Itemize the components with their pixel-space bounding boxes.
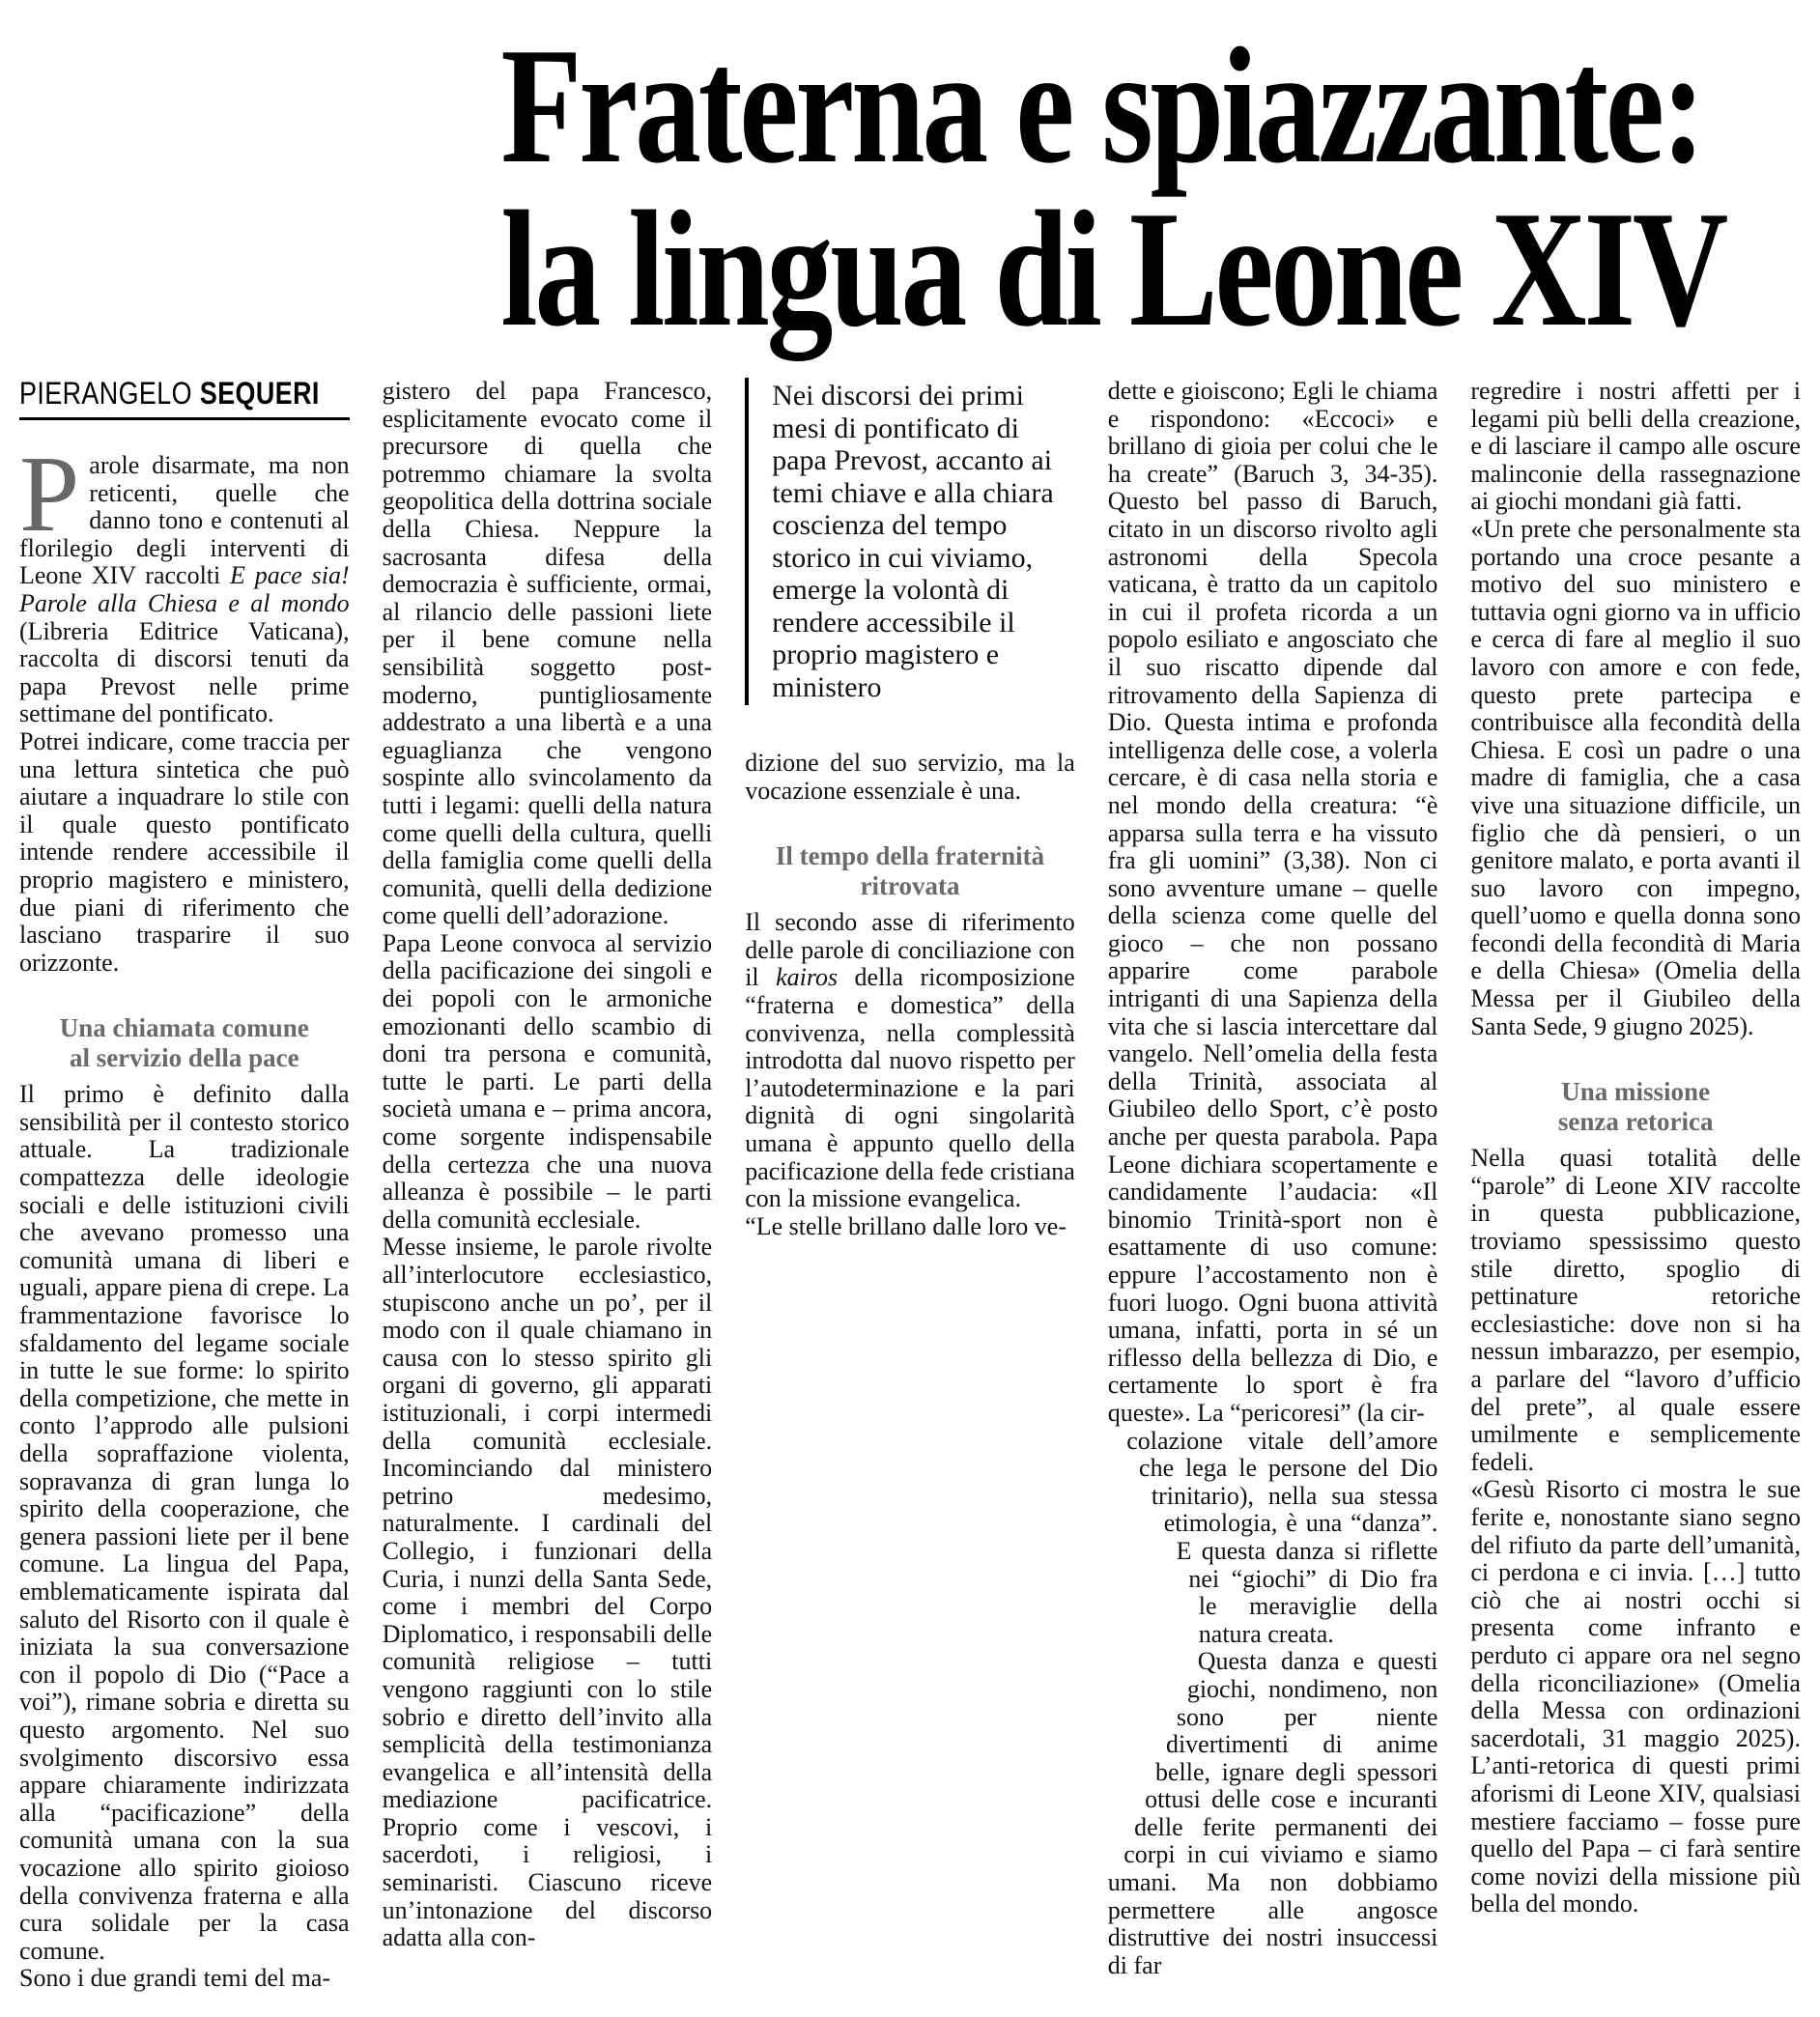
article-header: [357, 14, 1791, 361]
paragraph: colazione vitale dell’amore che lega le persone del Dio trinitario), nella sua stessa etimologia, è una “danza”. E questa danza si riflette nei “giochi” di Dio fra le meraviglie della natura creata.: [1126, 1426, 1438, 1648]
title-line-1: Fraterna e spiazzante:: [500, 14, 1703, 198]
subhead-line: Una missione: [1561, 1077, 1711, 1107]
paragraph: Il primo è definito dalla sensibilità per il contesto storico attuale. La tradizionale compattezza delle ideologie sociali e delle istituzioni civili che avevano promesso una comunità umana di liberi e uguali, appare piena di crepe. La frammentazione favorisce lo sfaldamento del legame sociale in tutte le sue forme: lo spirito della competizione, che mette in conto l’approdo alle pulsioni della sopraffazione violenta, sopravanza di gran lunga lo spirito della cooperazione, che genera passioni liete per il bene comune. La lingua del Papa, emblematicamente ispirata dal saluto del Risorto con il quale è iniziata la sua conversazione con il popolo di Dio (“Pace a voi”), rimane sobria e diretta su questo argomento. Nel suo svolgimento discorsivo essa appare chiaramente indirizzata alla “pacificazione” della comunità umana con la sua vocazione allo spirito gioioso della convivenza fraterna e alla cura solidale per la casa comune.: [19, 1080, 350, 1965]
column-4: [1107, 377, 1438, 1979]
byline: [19, 378, 350, 420]
title-line-2: la lingua di Leone XIV: [500, 178, 1726, 361]
paragraph: Messe insieme, le parole rivolte all’interlocutore ecclesiastico, stupiscono anche un po’, per il modo con il quale chiamano in causa con lo stesso spirito gli organi di governo, gli apparati istituzionali, i corpi intermedi della comunità ecclesiale. Incominciando dal ministero petrino medesimo, naturalmente. I cardinali del Collegio, i funzionari della Curia, i nunzi della Santa Sede, come i membri del Corpo Diplomatico, i responsabili delle comunità religiose – tutti vengono raggiunti con lo stile sobrio e diretto dell’invito alla semplicità della testimonianza evangelica e all’intensità della mediazione pacificatrice. Proprio come i vescovi, i sacerdoti, i religiosi, i seminaristi. Ciascuno riceve un’intonazione del discorso adatta alla con-: [382, 1233, 713, 1952]
article-title: [357, 14, 1791, 361]
paragraph-text: Il secondo asse di riferimento delle parole di conciliazione con il: [745, 908, 1075, 992]
kairos-italic: kairos: [776, 963, 839, 992]
subhead-chiamata-comune: [19, 1013, 350, 1073]
column-3: [745, 378, 1075, 1972]
paragraph: dette e gioiscono; Egli le chiama e rispondono: «Eccoci» e brillano di gioia per colui che le ha create” (Baruch 3, 34-35). Questo bel passo di Baruch, citato in un discorso rivolto agli astronomi della Specola vaticana, è tratto da un capitolo in cui il profeta ricorda a un popolo esiliato e angosciato che il suo riscatto dipende dal ritrovamento della Sapienza di Dio. Questa intima e profonda intelligenza delle cose, a volerla cercare, è di casa nella storia e nel mondo della creatura: “è apparsa sulla terra e ha vissuto fra gli uomini” (3,38). Non ci sono avventure umane – quelle della scienza come quelle del gioco – che non possano apparire come parabole intriganti di una Sapienza della vita che si lascia intercettare dal vangelo. Nell’omelia della festa della Trinità, associata al Giubileo dello Sport, c’è posto anche per questa parabola. Papa Leone dichiara scopertamente e candidamente l’audacia: «Il binomio Trinità-sport non è esattamente di uso comune: eppure l’accostamento non è fuori luogo. Ogni buona attività umana, infatti, porta in sé un riflesso della bellezza di Dio, e certamente lo sport è fra queste». La “pericoresi” (la cir-: [1107, 377, 1438, 1427]
paragraph-text: (Libreria Editrice Vaticana), raccolta di discorsi tenuti da papa Prevost nelle prime settimane del pontificato.: [19, 616, 350, 728]
paragraph: [745, 909, 1075, 1213]
subhead-line: ritrovata: [860, 871, 960, 901]
paragraph: Sono i due grandi temi del ma-: [19, 1964, 331, 1993]
newspaper-page: [0, 14, 1820, 2017]
subhead-line: senza retorica: [1557, 1107, 1714, 1137]
subhead-line: Una chiamata comune: [59, 1013, 309, 1043]
column-1: [19, 376, 350, 1993]
paragraph: «Un prete che personalmente sta portando una croce pesante a motivo del suo ministero e tuttavia ogni giorno va in ufficio e cerca di fare al meglio il suo lavoro con amore e con fede, questo prete partecipa e contribuisce alla fecondità della Chiesa. E così un padre o una madre di famiglia, che a casa vive una situazione difficile, un figlio che dà pensieri, o un genitore malato, e porta avanti il suo lavoro con impegno, quell’uomo e quella donna sono fecondi della fecondità di Maria e della Chiesa» (Omelia della Messa per il Giubileo della Santa Sede, 9 giugno 2025).: [1470, 514, 1801, 1040]
paragraph: Papa Leone convoca al servizio della pacificazione dei singoli e dei popoli con le armoniche emozionanti dello scambio di doni tra persona e comunità, tutte le parti. Le parti della società umana e – prima ancora, come sorgente indispensabile della certezza che una nuova alleanza è possibile – le parti della comunità ecclesiale.: [382, 928, 713, 1234]
pull-quote-text: Nei discorsi dei primi mesi di pontificato di papa Prevost, accanto ai temi chiave e alla chiara coscienza del tempo storico in cui viviamo, emerge la volontà di rendere accessibile il proprio magistero e ministero: [772, 380, 1054, 703]
paragraph: «Gesù Risorto ci mostra le sue ferite e, nonostante siano segno del rifiuto da parte dell’umanità, ci perdona e ci invia. […] tutto ciò che ai nostri occhi si presenta come infranto e perduto ci appare ora nel segno della riconciliazione» (Omelia della Messa con ordinazioni sacerdotali, 31 maggio 2025). L’anti-retorica di questi primi aforismi di Leone XIV, qualsiasi mestiere facciamo – fosse pure quello del Papa – ci farà sentire come novizi della missione più bella del mondo.: [1470, 1475, 1801, 1918]
paragraph: Potrei indicare, come traccia per una lettura sintetica che può aiutare a inquadrare lo stile con il quale questo pontificato intende rendere accessibile il proprio magistero e ministero, due piani di riferimento che lasciano trasparire il suo orizzonte.: [19, 726, 350, 977]
pull-quote: [745, 378, 1075, 705]
paragraph: [19, 435, 350, 728]
byline-first-name: PIERANGELO: [19, 376, 192, 411]
paragraph: Nella quasi totalità delle “parole” di Leone XIV raccolte in questa pubblicazione, troviamo spessissimo questo stile diretto, spoglio di pettinature retoriche ecclesiastiche: dove non si ha nessun imbarazzo, per esempio, a parlare del “lavoro d’ufficio del prete”, al quale essere umilmente e semplicemente fedeli.: [1470, 1144, 1801, 1476]
column-5: [1470, 378, 1801, 1972]
drop-cap: P: [19, 435, 80, 554]
subhead-missione-senza-retorica: [1470, 1077, 1801, 1137]
column-2: [383, 378, 713, 1972]
article-columns: [0, 376, 1820, 1993]
paragraph: “Le stelle brillano dalle loro ve-: [745, 1211, 1066, 1240]
subhead-line: Il tempo della fraternità: [775, 841, 1045, 871]
subhead-tempo-fraternita: [745, 841, 1075, 901]
paragraph: gistero del papa Francesco, esplicitamente evocato come il precursore di quella che potremmo chiamare la svolta geopolitica della dottrina sociale della Chiesa. Neppure la sacrosanta difesa della democrazia è sufficiente, ormai, al rilancio delle passioni liete per il bene comune nella sensibilità soggetto post-moderno, puntigliosamente addestrato a una libertà e a una eguaglianza che vengono sospinte allo svincolamento da tutti i legami: quelli della natura come quelli della cultura, quelli della famiglia come quelli della comunità, quelli della dedizione come quelli dell’adorazione.: [382, 377, 713, 930]
paragraph: dizione del suo servizio, ma la vocazione essenziale è una.: [745, 749, 1075, 805]
byline-last-name: SEQUERI: [199, 376, 320, 411]
paragraph-text: della ricomposizione “fraterna e domestica” della convivenza, nella complessità introdotta dal nuovo rispetto per l’autodeterminazione e la pari dignità di ogni singolarità umana è appunto quello della pacificazione della fede cristiana con la missione evangelica.: [745, 963, 1075, 1213]
subhead-line: al servizio della pace: [69, 1043, 299, 1073]
byline-text: [19, 378, 320, 409]
book-title-italic: E pace sia! Parole alla Chiesa e al mondo: [19, 561, 350, 617]
paragraph: Questa danza e questi giochi, nondimeno, non sono per niente divertimenti di anime belle, ignare degli spessori ottusi delle cose e incuranti delle ferite permanenti dei corpi in cui viviamo e siamo umani. Ma non dobbiamo permettere alle angosce distruttive dei nostri insuccessi di far: [1107, 1647, 1438, 1979]
paragraph: regredire i nostri affetti per i legami più belli della creazione, e di lasciare il campo alle oscure malinconie della rassegnazione ai giochi mondani già fatti.: [1470, 377, 1801, 516]
paragraph-text: arole disarmate, ma non reticenti, quelle che danno tono e contenuti al florilegio degli interventi di Leone XIV raccolti: [19, 451, 350, 590]
